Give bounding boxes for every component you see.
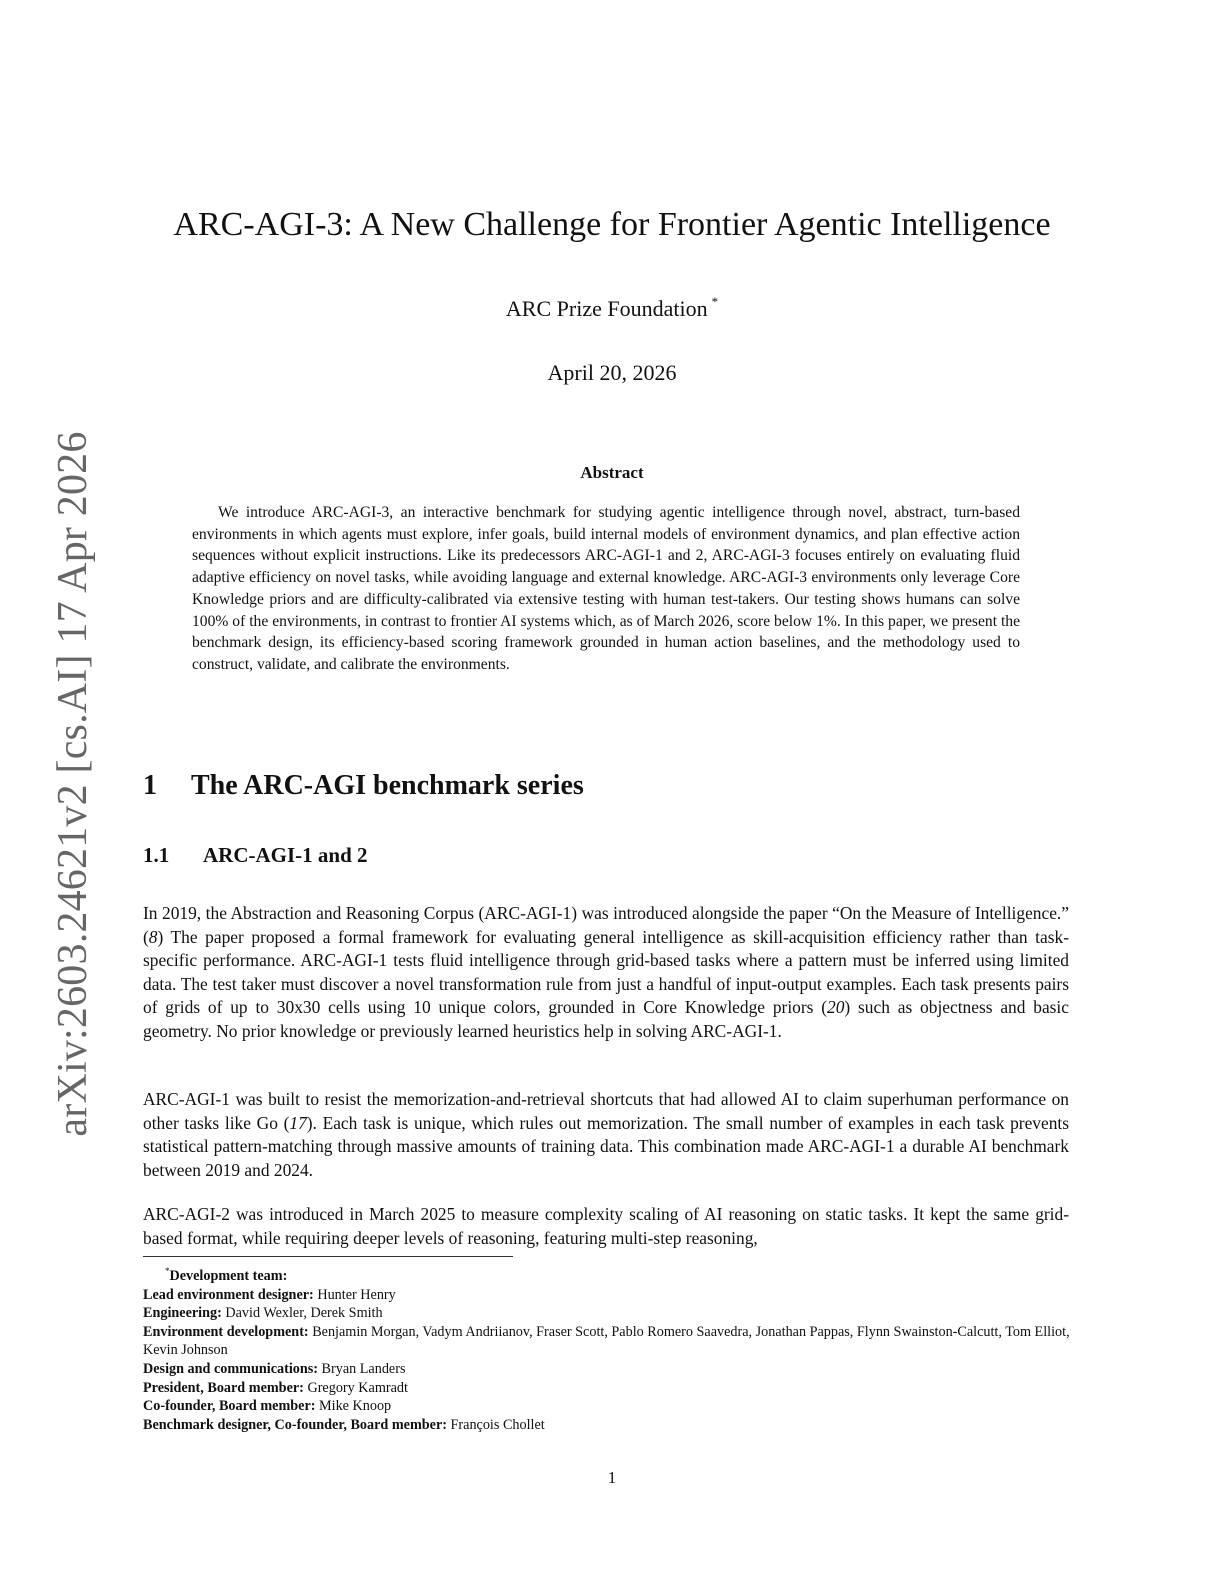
subsection-heading [143,843,368,868]
paragraph-text: ) The paper proposed a formal framework for evaluating general intelligence as skill-acquisition efficiency rather than task-specific performance. ARC-AGI-1 tests fluid intelligence through grid-based tasks where a pattern must be inferred using limited data. The test taker must discover a novel transformation rule from just a handful of input-output examples. Each task presents pairs of grids of up to 30x30 cells using 10 unique colors, grounded in Core Knowledge priors ( [143,926,1069,1018]
footnote-divider [143,1256,513,1257]
footnote-role: Environment development: [143,1323,309,1340]
footnotes [143,1262,1073,1434]
section-heading [143,770,584,802]
citation-link[interactable]: 17 [289,1112,307,1133]
footnote-row [143,1379,1073,1398]
page-number: 1 [607,1468,617,1487]
body-paragraph [143,902,1069,1044]
section-number: 1 [143,770,157,801]
footnote-names: Hunter Henry [317,1286,396,1303]
citation-link[interactable]: 8 [148,926,158,947]
footnote-role: Engineering: [143,1305,222,1322]
footnote-mark: * [165,1266,170,1276]
citation-link[interactable]: 20 [827,997,845,1018]
footnote-row [143,1397,1073,1416]
author-footnote-mark: * [711,294,719,309]
footnote-heading [143,1262,1073,1286]
footnote-role: Design and communications: [143,1360,318,1377]
footnote-role: Co-founder, Board member: [143,1398,316,1415]
paper-title: ARC-AGI-3: A New Challenge for Frontier Agentic Intelligence [173,206,1051,243]
footnote-role: President, Board member: [143,1379,304,1396]
subsection-title: ARC-AGI-1 and 2 [203,843,368,867]
footnote-row [143,1304,1073,1323]
paragraph-text: ARC-AGI-1 was built to resist the memorization-and-retrieval shortcuts that had allowed AI to claim superhuman performance on other tasks like Go ( [143,1089,1069,1133]
footnote-row [143,1416,1073,1435]
body-paragraph [143,1203,1069,1250]
abstract-heading: Abstract [580,463,644,482]
footnote-row [143,1323,1073,1360]
author-name: ARC Prize Foundation [505,296,708,321]
footnote-names: Gregory Kamradt [307,1379,408,1396]
arxiv-identifier-stamp: arXiv:2603.24621v2 [cs.AI] 17 Apr 2026 [50,431,96,1137]
footnote-names: Bryan Landers [321,1360,406,1377]
footnote-names: Benjamin Morgan, Vadym Andriianov, Fraser Scott, Pablo Romero Saavedra, Jonathan Pappas, Flynn Swainston-Calcutt, Tom Elliot, Kevin Johnson [143,1323,1070,1359]
paragraph-text: ). Each task is unique, which rules out memorization. The small number of examples in each task prevents statistical pattern-matching through massive amounts of training data. This combination made ARC-AGI-1 a durable AI benchmark between 2019 and 2024. [143,1112,1070,1180]
footnote-names: Mike Knoop [319,1398,392,1415]
footnote-row [143,1286,1073,1305]
subsection-number: 1.1 [143,843,170,867]
footnote-row [143,1360,1073,1379]
abstract-text: We introduce ARC-AGI-3, an interactive benchmark for studying agentic intelligence through novel, abstract, turn-based environments in which agents must explore, infer goals, build internal models of environment dynamics, and plan effective action sequences without explicit instructions. Like its predecessors ARC-AGI-1 and 2, ARC-AGI-3 focuses entirely on evaluating fluid adaptive efficiency on novel tasks, while avoiding language and external knowledge. ARC-AGI-3 environments only leverage Core Knowledge priors and are difficulty-calibrated via extensive testing with human test-takers. Our testing shows humans can solve 100% of the environments, in contrast to frontier AI systems which, as of March 2026, score below 1%. In this paper, we present the benchmark design, its efficiency-based scoring framework grounded in human action baselines, and the methodology used to construct, validate, and calibrate the environments. [192,504,1020,673]
paragraph-text: ARC-AGI-2 was introduced in March 2025 to measure complexity scaling of AI reasoning on static tasks. It kept the same grid-based format, while requiring deeper levels of reasoning, featuring multi-step reasoning, [143,1204,1069,1248]
paragraph-text: In 2019, the Abstraction and Reasoning Corpus (ARC-AGI-1) was introduced alongside the paper “On the Measure of Intelligence.” ( [143,903,1069,947]
body-paragraph [143,1088,1069,1182]
footnote-heading-text: Development team: [169,1268,288,1284]
paragraph-text: ) such as objectness and basic geometry. No prior knowledge or previously learned heuristics help in solving ARC-AGI-1. [143,997,1069,1041]
section-title: The ARC-AGI benchmark series [191,770,584,801]
paper-date: April 20, 2026 [547,360,677,385]
footnote-role: Lead environment designer: [143,1286,314,1303]
footnote-names: David Wexler, Derek Smith [225,1305,383,1322]
footnote-role: Benchmark designer, Co-founder, Board member: [143,1416,447,1433]
author-line [0,294,1224,322]
footnote-names: François Chollet [450,1416,545,1433]
